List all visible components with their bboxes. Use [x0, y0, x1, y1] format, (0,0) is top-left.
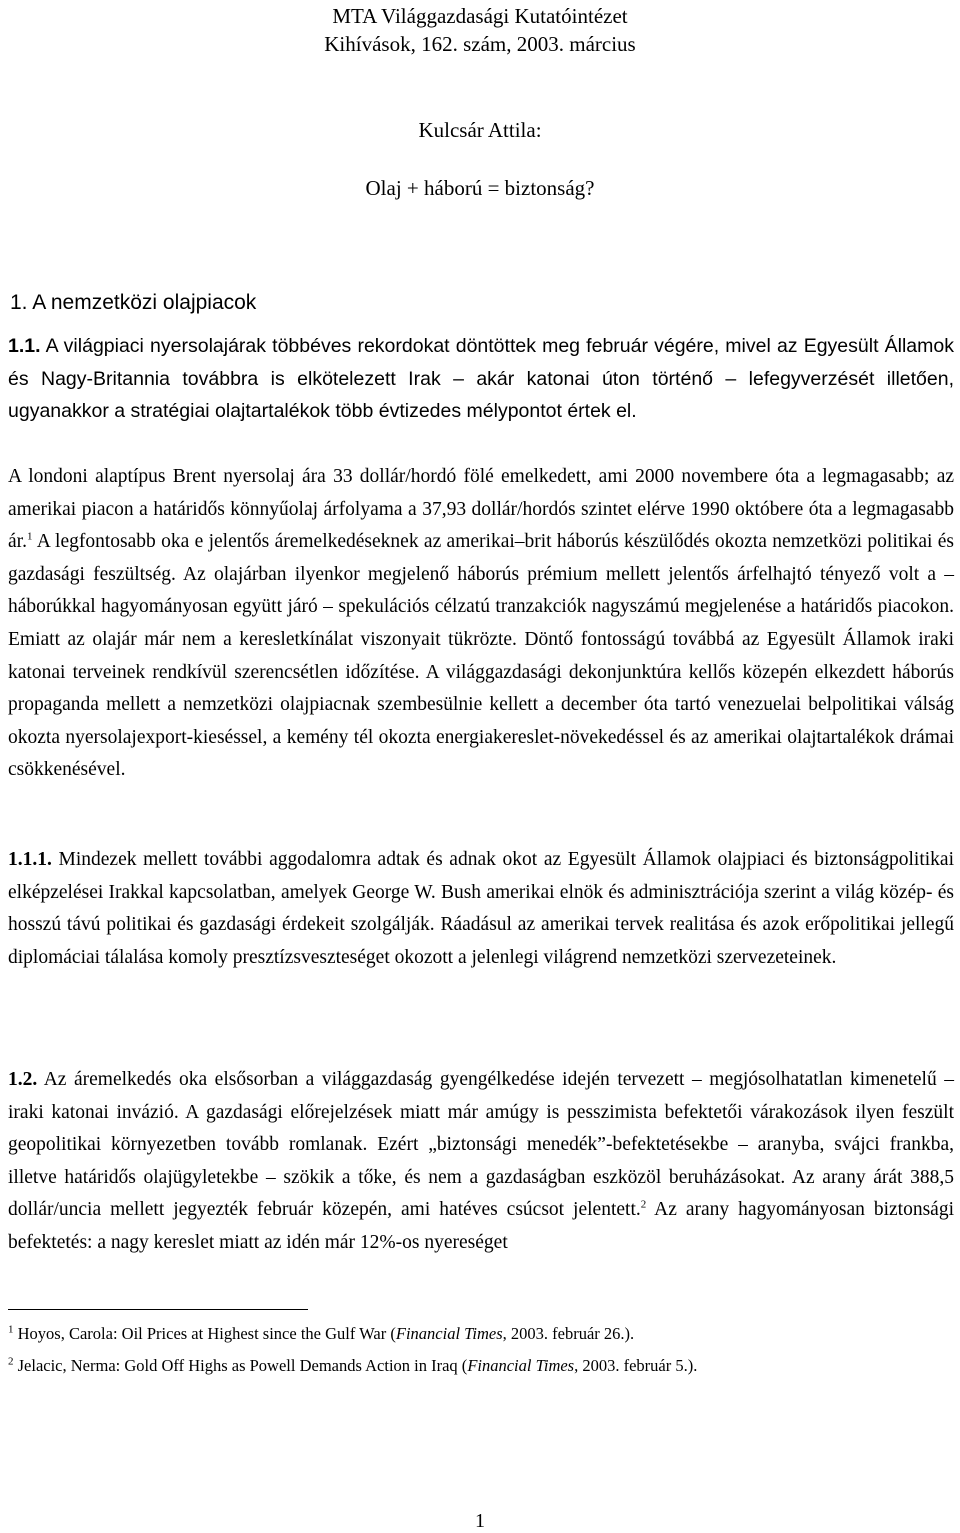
article-title: Olaj + háború = biztonság? [365, 176, 595, 200]
page-number: 1 [475, 1510, 485, 1532]
paragraph-text: A világpiaci nyersolajárak többéves rekordokat döntöttek meg február végére, mivel az Egyesült Államok és Nagy-Britannia továbbra is elkötelezett Irak – akár katonai úton történő – lefegyverzését illetően, ugyanakkor a stratégiai olajtartalékok több évtizedes mélypontot értek el. [8, 335, 954, 423]
footnote-text-end: , 2003. február 26.). [502, 1324, 635, 1343]
paragraph-text: Az áremelkedés oka elsősorban a világgazdaság gyengélkedése idején tervezett – megjósolhatatlan kimenetelű – iraki katonai invázió. A gazdasági előrejelzések miatt már amúgy is pesszimista befektetői várakozások ilyen feszült geopolitikai környezetben tovább romlanak. Ezért „biztonsági menedék”-befektetésekbe – aranyba, svájci frankba, illetve határidős olajügyletekbe – szökik a tőke, és nem a gazdaságban eszközöl beruházásokat. Az arany árát 388,5 dollár/uncia mellett jegyezték február közepén, ami hatéves csúcsot jelentett. [8, 1069, 954, 1221]
paragraph-1-1-cont-block [8, 461, 954, 787]
paragraph-text: A londoni alaptípus Brent nyersolaj ára 33 dollár/hordó fölé emelkedett, ami 2000 novembere óta a legmagasabb; az amerikai piacon a határidős könnyűolaj árfolyama a 37,93 dollár/hordós szintet elérve 1990 októbere óta a legmagasabb ár. [8, 466, 954, 553]
footnote-1 [8, 1323, 954, 1345]
paragraph-1-1-continued [8, 461, 954, 787]
paragraph-text: Mindezek mellett további aggodalomra adtak és adnak okot az Egyesült Államok olajpiaci és biztonságpolitikai elképzelései Irakkal kapcsolatban, amelyek George W. Bush amerikai elnök és adminisztrációja szerint a világ közép- és hosszú távú politikai és gazdasági érdekeit szolgálják. Ráadásul az amerikai tervek realitása és azok erőpolitikai jellegű diplomáciai tálalása komoly presztízsveszteséget okozott a jelenlegi világrend nemzetközi szervezeteinek. [8, 849, 954, 968]
paragraph-1-1-block [8, 330, 954, 428]
paragraph-text: A legfontosabb oka e jelentős áremelkedéseknek az amerikai–brit háborús készülődés okozta nemzetközi politikai és gazdasági feszültség. Az olajárban ilyenkor megjelenő háborús prémium mellett jelentős árfelhajtó tényező volt a – háborúkkal hagyományosan együtt járó – spekulációs célzatú tranzakciók nagyszámú megjelenése a határidős piacokon. Emiatt az olajár már nem a keresletkínálat viszonyait tükrözte. Döntő fontosságú továbbá az Egyesült Államok iraki katonai terveinek rendkívül szerencsétlen időzítése. A világgazdasági dekonjunktúra kellős közepén elkezdett háborús propaganda mellett a nemzetközi olajpiacnak szembesülnie kellett a december óta tartó venezuelai belpolitikai válság okozta nyersolajexport-kieséssel, a kemény tél okozta energiakereslet-növekedéssel és az amerikai olajtartalékok drámai csökkenésével. [8, 531, 954, 781]
paragraph-1-1-1-block [8, 844, 954, 974]
footnote-number: 1 [8, 1323, 14, 1336]
footnote-ref[interactable]: 2 [640, 1198, 647, 1211]
paragraph-text: Az arany hagyományosan biztonsági befektetés: a nagy kereslet miatt az idén már 12%-os nyereséget [8, 1199, 954, 1253]
paragraph-1-2-block [8, 1064, 954, 1260]
footnote-separator [8, 1309, 308, 1310]
footnote-text: Hoyos, Carola: Oil Prices at Highest since the Gulf War ( [17, 1324, 396, 1343]
running-header [0, 2, 960, 58]
institute-name: MTA Világgazdasági Kutatóintézet [332, 4, 628, 28]
footnote-source: Financial Times [467, 1356, 575, 1375]
paragraph-number: 1.1. [8, 335, 41, 357]
issue-line: Kihívások, 162. szám, 2003. március [324, 32, 636, 56]
footnote-text-end: , 2003. február 5.). [574, 1356, 698, 1375]
footnote-number: 2 [8, 1355, 14, 1368]
paragraph-number: 1.2. [8, 1069, 38, 1090]
section-heading: 1. A nemzetközi olajpiacok [10, 291, 257, 314]
paragraph-1-1-1 [8, 844, 954, 974]
footnote-source: Financial Times [395, 1324, 503, 1343]
paragraph-1-2 [8, 1064, 954, 1260]
footnote-2 [8, 1355, 954, 1377]
footnote-text: Jelacic, Nerma: Gold Off Highs as Powell Demands Action in Iraq ( [17, 1356, 468, 1375]
footnote-ref[interactable]: 1 [26, 530, 33, 543]
paragraph-number: 1.1.1. [8, 849, 52, 870]
paragraph-1-1 [8, 330, 954, 428]
article-author: Kulcsár Attila: [418, 118, 542, 142]
